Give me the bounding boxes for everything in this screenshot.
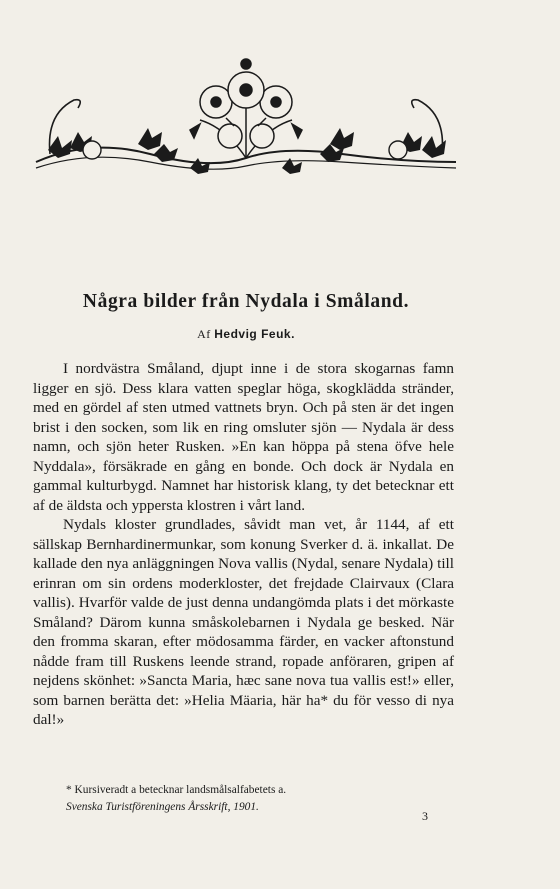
article-body [33, 359, 454, 730]
floral-vignette-ornament [30, 58, 462, 190]
footnote-source: Svenska Turistföreningens Årsskrift, 1901. [66, 801, 259, 813]
paragraph: Nydals kloster grundlades, såvidt man vet, år 1144, af ett sällskap Bernhardinermunkar, som konung Sverker d. ä. inkallat. De kallade den nya anläggningen Nova vallis (Nydal, senare Nydala) till erinran om sin ordens moderkloster, det frejdade Clairvaux (Clara vallis). Hvarför valde de just denna undangömda plats i det mörkaste Småland? Därom kunna småskolebarnen i Nydala ge besked. När den fromma skaran, efter mödosamma färder, en vacker aftonstund nådde fram till Ruskens leende strand, ropade anföraren, gripen af nejdens skönhet: »Sancta Maria, hæc sane nova tua vallis est!» eller, som barnen berätta det: »Helia Mäaria, här ha* du för vesso di nya dal!» [33, 516, 454, 728]
article-title: Några bilder från Nydala i Småland. [82, 291, 410, 312]
author-prefix: Af [197, 327, 211, 341]
footnote-note: * Kursiveradt a betecknar landsmålsalfabetets a. [66, 784, 287, 796]
page-number: 3 [422, 809, 428, 823]
author-name: Hedvig Feuk. [214, 327, 295, 341]
footnote-block [66, 782, 426, 816]
author-line [0, 327, 492, 342]
paragraph: I nordvästra Småland, djupt inne i de stora skogarnas famn ligger en sjö. Dess klara vatten speglar höga, skogklädda stränder, med en gördel af sten utmed vattnets bryn. Och på sten är det ingen brist i den socken, som lik en ring omsluter sjön — Nydala är dess namn, och sjön heter Rusken. »En kan höppa på stena öfve hele Nyddala», försäkrade en gång en bonde. Och dock är Nydala en gammal kulturbygd. Namnet har historisk klang, ty det betecknar ett af de äldsta och yppersta klostren i vårt land. [33, 360, 454, 514]
